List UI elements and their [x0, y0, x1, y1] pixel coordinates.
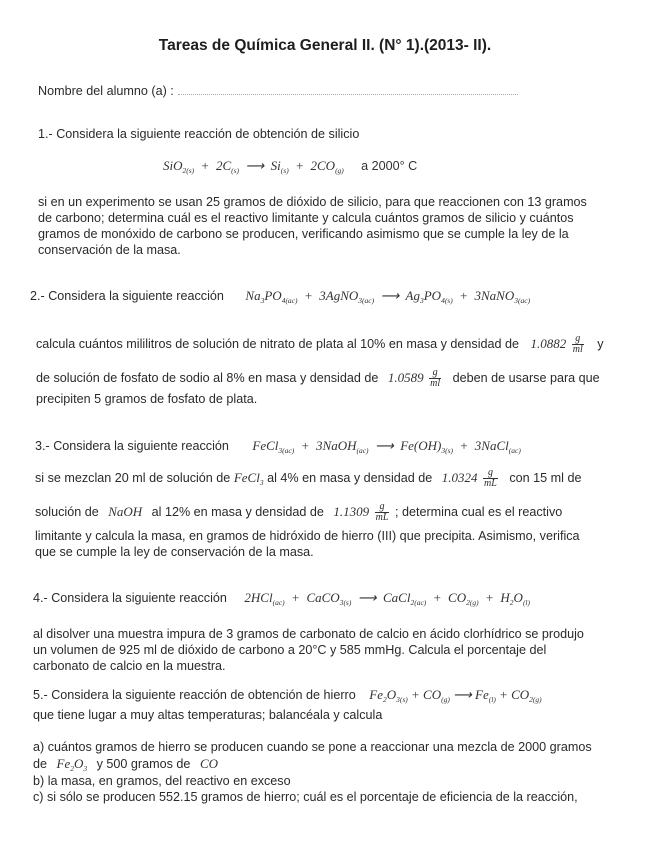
problem-5-text-1: que tiene lugar a muy altas temperaturas; balancéala y calcula: [33, 708, 383, 722]
student-name-label: Nombre del alumno (a) :: [38, 84, 174, 98]
page-title: Tareas de Química General II. (N° 1).(2013- II).: [158, 37, 492, 54]
problem-1-text-1: si en un experimento se usan 25 gramos de dióxido de silicio, para que reaccionen con 13 gramos: [38, 195, 587, 209]
problem-1-text-4: conservación de la masa.: [38, 243, 181, 257]
unit-g-ml: $\frac{g}{mL}$: [375, 501, 389, 523]
unit-g-ml: $\frac{g}{ml}$: [430, 367, 441, 389]
equation-1-temperature: a 2000° C: [361, 159, 418, 173]
problem-4-intro: 4.- Considera la siguiente reacción 2HCl$_{(ac)}$ + CaCO$_{3(s)}$ ⟶ CaCl$_{2(ac)}$ + $CO_{2(g)} + H_2O_{(l)}$: [33, 590, 531, 607]
student-name-line: [38, 84, 518, 98]
density-na3po4: 1.0589: [387, 369, 424, 385]
problem-3-text-4: que se cumple la ley de conservación de la masa.: [35, 545, 314, 559]
problem-4-text-1: al disolver una muestra impura de 3 gramos de carbonato de calcio en ácido clorhídrico se produjo: [33, 627, 584, 641]
density-naoh: 1.1309: [333, 503, 370, 519]
problem-5-part-a-2: de $Fe_2O_3$ y 500 gramos de CO: [33, 756, 218, 773]
problem-2-intro: 2.- Considera la siguiente reacción $Na_3PO_{4(ac)}$ + 3AgNO$_{3(ac)}$ ⟶ $Ag_3PO_{4(s)}$ + 3NaNO$_{3(ac)}$: [30, 288, 531, 305]
problem-3-text-3: limitante y calcula la masa, en gramos de hidróxido de hierro (III) que precipita. Asimismo, verifica: [35, 529, 580, 543]
problem-5-part-c: c) si sólo se producen 552.15 gramos de hierro; cuál es el porcentaje de eficiencia de la reacción,: [33, 790, 578, 804]
equation-4: 2HCl$_{(ac)}$ + CaCO$_{3(s)}$ ⟶ CaCl$_{2(ac)}$ + $CO_{2(g)} + H_2O_{(l)}$: [244, 590, 531, 607]
name-blank: [178, 94, 518, 95]
equation-3: FeCl$_{3(ac)}$ + 3NaOH$_{(ac)}$ ⟶ $Fe(OH)_{3(s)}$ + 3NaCl$_{(ac)}$: [252, 438, 521, 455]
problem-5-part-b: b) la masa, en gramos, del reactivo en exceso: [33, 774, 291, 788]
problem-2-text-2: de solución de fosfato de sodio al 8% en masa y densidad de 1.0589 $\frac{g}{ml}$ deben de usarse para que: [36, 367, 600, 389]
problem-3-text-1: si se mezclan 20 ml de solución de FeCl$_3$ al 4% en masa y densidad de 1.0324 $\frac{g}{mL}$ con 15 ml de: [35, 467, 582, 489]
density-fecl3: 1.0324: [441, 469, 478, 485]
problem-5-intro: 5.- Considera la siguiente reacción de obtención de hierro $Fe_2O_{3(s)} + CO_{(g)}$ ⟶ $Fe_{(l)} + CO_{2(g)}$: [33, 687, 542, 704]
problem-5-part-a: a) cuántos gramos de hierro se producen cuando se pone a reaccionar una mezcla de 2000 gramos: [33, 740, 592, 754]
problem-3-intro: 3.- Considera la siguiente reacción FeCl$_{3(ac)}$ + 3NaOH$_{(ac)}$ ⟶ $Fe(OH)_{3(s)}$ + 3NaCl$_{(ac)}$: [35, 438, 521, 455]
problem-1-intro: 1.- Considera la siguiente reacción de obtención de silicio: [38, 127, 360, 141]
problem-1-text-2: de carbono; determina cuál es el reactivo limitante y calcula cuántos gramos de silicio y cuántos: [38, 211, 574, 225]
problem-1-text-3: gramos de monóxido de carbono se producen, verificando asimismo que se cumple la ley de la: [38, 227, 569, 241]
density-agno3: 1.0882: [530, 335, 567, 351]
problem-2-text-3: precipiten 5 gramos de fosfato de plata.: [36, 392, 258, 406]
equation-1: $SiO_{2(s)} + 2C_{(s)}$ ⟶ $Si_{(s)} + 2CO_{(g)}$ a 2000° C: [163, 158, 418, 175]
problem-4-text-3: carbonato de calcio en la muestra.: [33, 659, 226, 673]
problem-3-text-2: solución de NaOH al 12% en masa y densidad de 1.1309 $\frac{g}{mL}$ ; determina cual es el reactivo: [35, 501, 563, 523]
problem-4-text-2: un volumen de 925 ml de dióxido de carbono a 20°C y 585 mmHg. Calcula el porcentaje del: [33, 643, 547, 657]
equation-2: $Na_3PO_{4(ac)}$ + 3AgNO$_{3(ac)}$ ⟶ $Ag_3PO_{4(s)}$ + 3NaNO$_{3(ac)}$: [245, 288, 531, 305]
problem-2-text-1: calcula cuántos mililitros de solución de nitrato de plata al 10% en masa y densidad de 1.0882 $\frac{g}{ml}$ y: [36, 333, 604, 355]
unit-g-ml: $\frac{g}{ml}$: [572, 333, 583, 355]
equation-5: $Fe_2O_{3(s)} + CO_{(g)}$ ⟶ $Fe_{(l)} + CO_{2(g)}$: [369, 687, 542, 704]
unit-g-ml: $\frac{g}{mL}$: [484, 467, 497, 489]
